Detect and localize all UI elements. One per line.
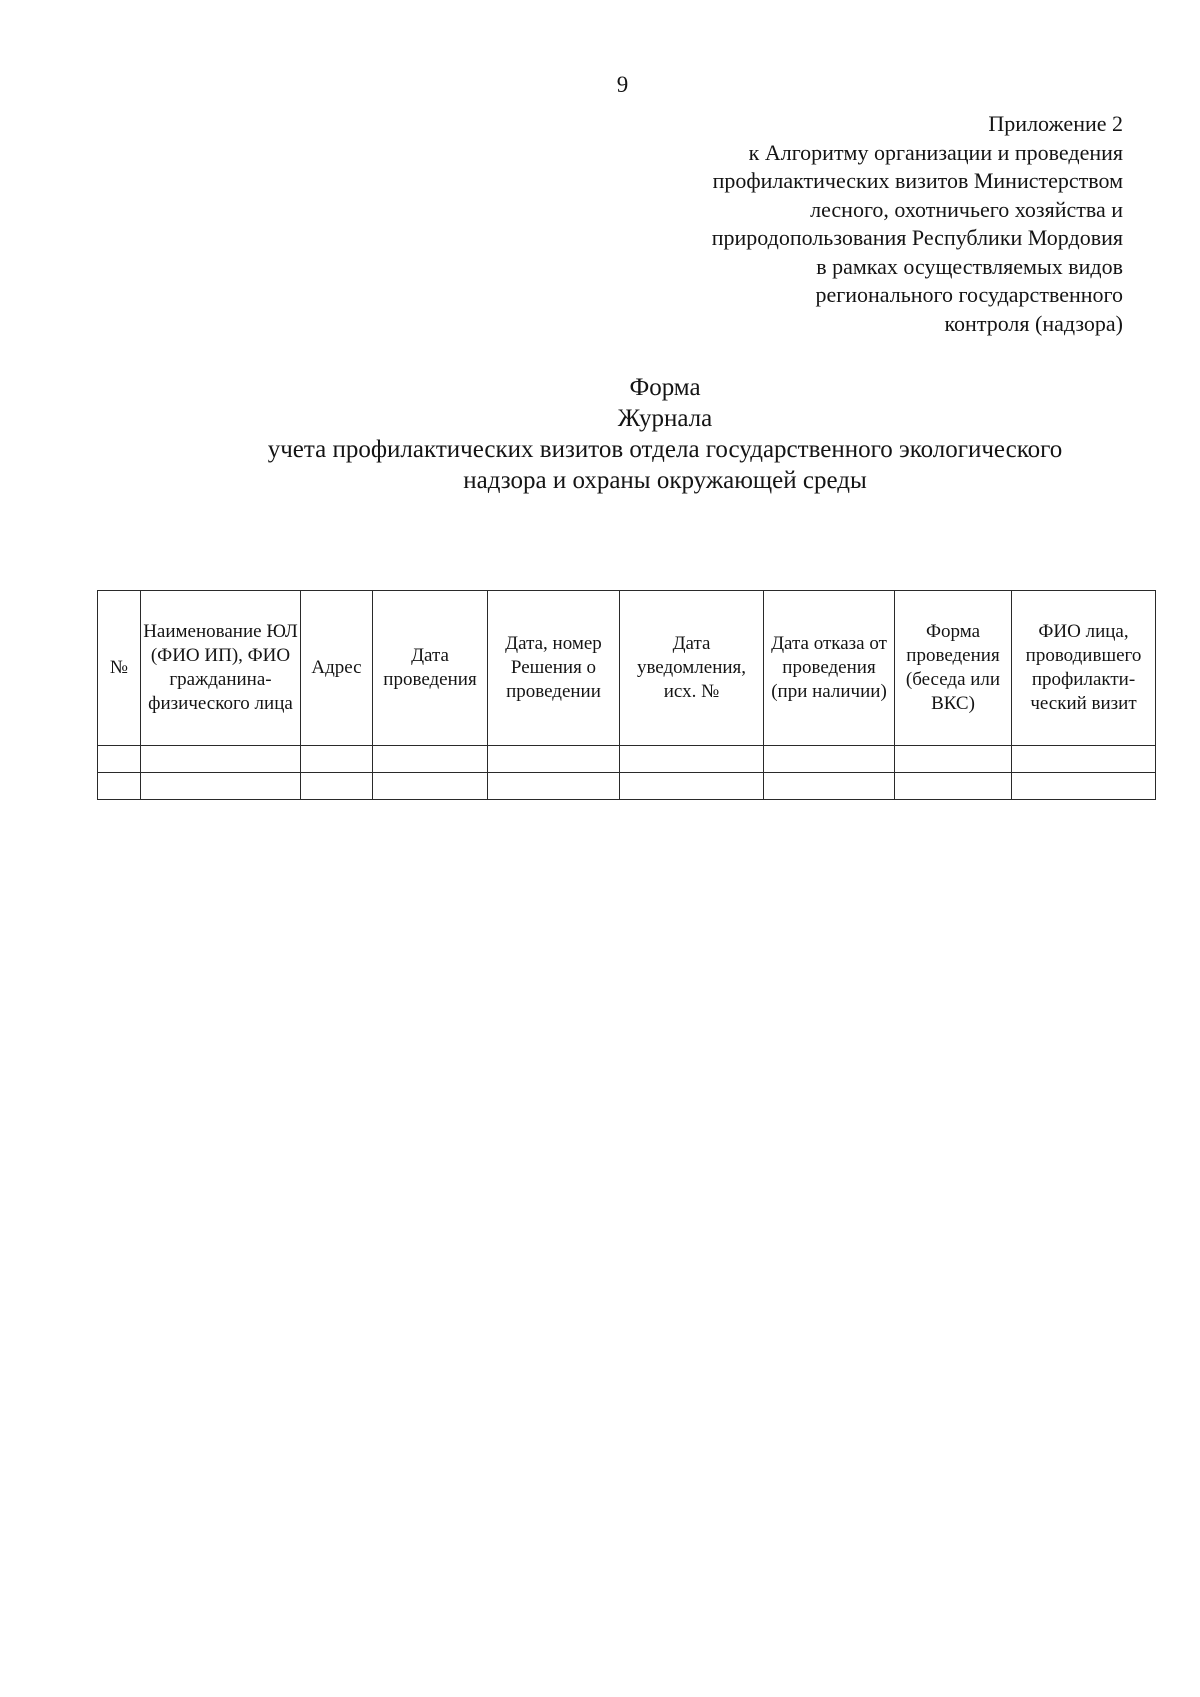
appendix-line: контроля (надзора)	[944, 310, 1123, 336]
header-address	[301, 591, 373, 746]
header-decision	[488, 591, 620, 746]
table-cell	[488, 773, 620, 800]
header-notification	[620, 591, 764, 746]
header-inspector	[1012, 591, 1156, 746]
appendix-line: лесного, охотничьего хозяйства и	[810, 196, 1123, 222]
appendix-line: к Алгоритму организации и проведения	[748, 139, 1123, 165]
appendix-block	[603, 110, 1123, 338]
table-cell	[373, 746, 488, 773]
title-subtitle-line: учета профилактических визитов отдела государственного экологического	[267, 436, 1063, 463]
table-cell	[98, 746, 141, 773]
table-cell	[141, 746, 301, 773]
header-name	[141, 591, 301, 746]
table-cell	[620, 746, 764, 773]
header-date	[373, 591, 488, 746]
appendix-line: природопользования Республики Мордовия	[711, 225, 1123, 250]
table-cell	[301, 746, 373, 773]
table-header-row	[98, 591, 1156, 746]
header-label: Дата проведения	[383, 645, 477, 690]
table-cell	[895, 746, 1012, 773]
table-cell	[895, 773, 1012, 800]
table-cell	[620, 773, 764, 800]
table-cell	[373, 773, 488, 800]
table-cell	[1012, 746, 1156, 773]
appendix-line: регионального государственного	[815, 282, 1123, 307]
table-cell	[764, 746, 895, 773]
header-format	[895, 591, 1012, 746]
document-title	[0, 372, 1200, 496]
table-cell	[301, 773, 373, 800]
header-label: ФИО лица, проводившего профилакти-ческий визит	[1025, 621, 1142, 714]
table-cell	[1012, 773, 1156, 800]
header-label: Дата, номер Решения о проведении	[505, 633, 602, 702]
title-subtitle-line: надзора и охраны окружающей среды	[463, 467, 867, 494]
table-cell	[98, 773, 141, 800]
title-form: Форма	[629, 374, 701, 401]
header-label: Форма проведения (беседа или ВКС)	[905, 621, 1001, 714]
header-label: Наименование ЮЛ (ФИО ИП), ФИО гражданина-физического лица	[143, 621, 298, 714]
header-label: №	[109, 657, 129, 678]
table-cell	[488, 746, 620, 773]
header-number	[98, 591, 141, 746]
header-label: Дата отказа от проведения (при наличии)	[771, 633, 887, 702]
table-row	[98, 773, 1156, 800]
header-label: Дата уведомления, исх. №	[636, 633, 747, 702]
page-number: 9	[616, 72, 629, 97]
table-cell	[764, 773, 895, 800]
title-journal: Журнала	[617, 405, 713, 432]
appendix-line: профилактических визитов Министерством	[712, 168, 1123, 193]
appendix-line: Приложение 2	[988, 111, 1123, 136]
appendix-line: в рамках осуществляемых видов	[816, 253, 1123, 279]
header-refusal	[764, 591, 895, 746]
table-cell	[141, 773, 301, 800]
table-row	[98, 746, 1156, 773]
header-label: Адрес	[311, 657, 362, 678]
journal-table	[97, 590, 1156, 800]
